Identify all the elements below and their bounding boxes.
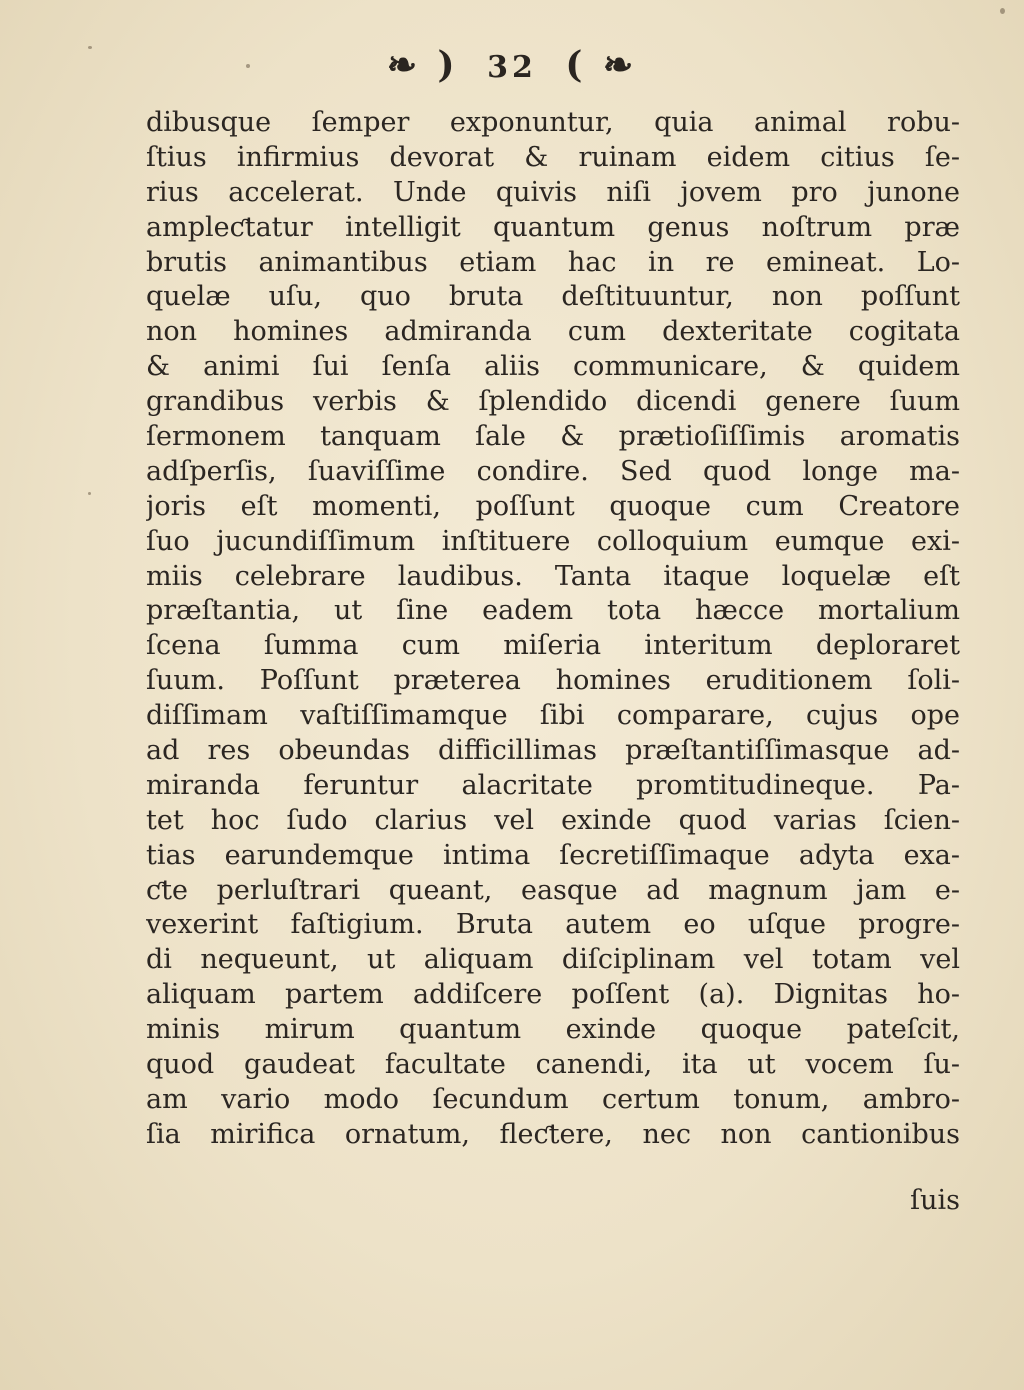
text-line: tet hoc ſudo clarius vel exinde quod varias ſcien- [146,804,960,836]
catchword: ſuis [910,1185,960,1216]
text-line: am vario modo ſecundum certum tonum, ambro- [146,1083,960,1115]
text-line: ſermonem tanquam ſale & prætioſiſſimis aromatis [146,421,960,453]
text-line: grandibus verbis & ſplendido dicendi genere ſuum [146,386,960,418]
page-number: 32 [487,50,537,85]
text-line: quelæ uſu, quo bruta deſtituuntur, non poſſunt [146,281,960,313]
ink-speck [88,492,91,495]
header-ornament-right: ( ❧ [565,44,638,86]
page-header [0,44,1024,86]
text-line: ſuum. Poſſunt præterea homines eruditionem ſoli- [146,665,960,697]
text-line: tias earundemque intima ſecretiſſimaque adyta exa- [146,839,960,871]
text-line: præſtantia, ut ſine eadem tota hæcce mortalium [146,595,960,627]
text-line: joris eſt momenti, poſſunt quoque cum Creatore [146,490,960,522]
text-line: aliquam partem addiſcere poſſent (a). Dignitas ho- [146,979,960,1011]
text-line: di nequeunt, ut aliquam diſciplinam vel totam vel [146,944,960,976]
text-line: ſcena ſumma cum miſeria interitum deploraret [146,630,960,662]
text-line: ƈte perluſtrari queant, easque ad magnum jam e- [146,874,960,906]
text-line: ſuo jucundiſſimum inſtituere colloquium eumque exi- [146,525,960,557]
ink-speck [1000,8,1005,14]
text-line: vexerint faſtigium. Bruta autem eo uſque progre- [146,909,960,941]
text-line: dibusque ſemper exponuntur, quia animal robu- [146,107,960,138]
text-line: diſſimam vaſtiſſimamque ſibi comparare, cujus ope [146,700,960,732]
text-line: non homines admiranda cum dexteritate cogitata [146,316,960,348]
text-line: adſperſis, ſuaviſſime condire. Sed quod longe ma- [146,455,960,487]
text-line: ampleƈtatur intelligit quantum genus noſtrum præ [146,211,960,243]
text-line: rius accelerat. Unde quivis niſi jovem pro junone [146,176,960,208]
text-line: brutis animantibus etiam hac in re emineat. Lo- [146,246,960,278]
text-line: ſtius infirmius devorat & ruinam eidem citius ſe- [146,141,960,173]
body-text [146,106,960,1153]
text-line: ſia mirifica ornatum, fleƈtere, nec non cantionibus [146,1118,960,1150]
text-line: & animi ſui ſenſa aliis communicare, & quidem [146,351,960,383]
text-line: minis mirum quantum exinde quoque pateſcit, [146,1014,960,1046]
text-line: quod gaudeat facultate canendi, ita ut vocem ſu- [146,1049,960,1081]
text-line: ad res obeundas difficillimas præſtantiſſimasque ad- [146,735,960,767]
text-line: miis celebrare laudibus. Tanta itaque loquelæ eſt [146,560,960,592]
text-line: miranda feruntur alacritate promtitudineque. Pa- [146,769,960,801]
header-ornament-left: ❧ ) [386,44,459,86]
